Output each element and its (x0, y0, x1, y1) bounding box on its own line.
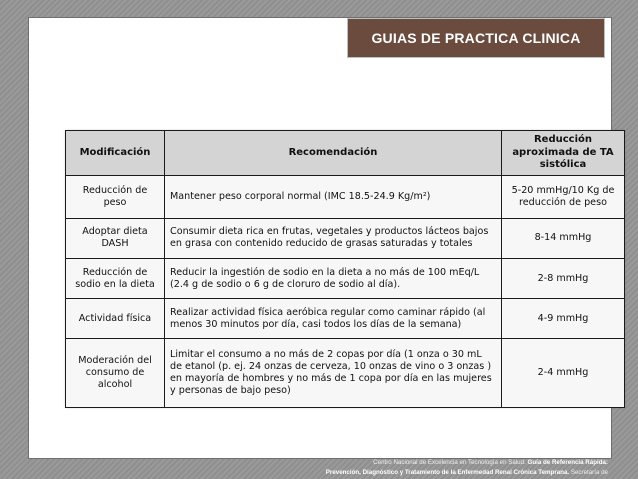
cell-recommendation: Limitar el consumo a no más de 2 copas por día (1 onza o 30 mL de etanol (p. ej. 24 onzas de cerveza, 10 onzas de vino o 3 onzas ) en mayoría de hombres y no más de 1 copa por día en las mujeres y personas de bajo peso) (165, 339, 502, 408)
source-line-2 (248, 468, 608, 478)
cell-modification: Reducción de peso (66, 176, 165, 218)
source-line-1 (248, 458, 608, 468)
source-citation (248, 458, 608, 478)
cell-recommendation: Reducir la ingestión de sodio en la dieta a no más de 100 mEq/L (2.4 g de sodio o 6 g de cloruro de sodio al día). (165, 258, 502, 298)
recommendations-table (65, 130, 625, 408)
table-row (66, 176, 625, 218)
cell-reduction: 2-8 mmHg (502, 258, 625, 298)
cell-reduction: 2-4 mmHg (502, 339, 625, 408)
cell-reduction: 5-20 mmHg/10 Kg de reducción de peso (502, 176, 625, 218)
table-header-row (66, 131, 625, 176)
table-row (66, 218, 625, 258)
table-row (66, 258, 625, 298)
cell-reduction: 4-9 mmHg (502, 299, 625, 339)
source-guide-title: Prevención, Diagnóstico y Tratamiento de la Enfermedad Renal Crónica Temprana. (325, 469, 570, 476)
source-publisher: Secretaría de (570, 469, 608, 476)
header-recommendation: Recomendación (165, 131, 502, 176)
table-row (66, 299, 625, 339)
source-prefix: Centro Nacional de Excelencia en Tecnología en Salud. (373, 459, 526, 466)
table (65, 130, 625, 408)
cell-recommendation: Realizar actividad física aeróbica regular como caminar rápido (al menos 30 minutos por día, casi todos los días de la semana) (165, 299, 502, 339)
cell-modification: Actividad física (66, 299, 165, 339)
table-row (66, 339, 625, 408)
cell-reduction: 8-14 mmHg (502, 218, 625, 258)
cell-recommendation: Mantener peso corporal normal (IMC 18.5-24.9 Kg/m²) (165, 176, 502, 218)
cell-modification: Moderación del consumo de alcohol (66, 339, 165, 408)
cell-recommendation: Consumir dieta rica en frutas, vegetales y productos lácteos bajos en grasa con contenido reducido de grasas saturadas y totales (165, 218, 502, 258)
slide-title: GUIAS DE PRACTICA CLINICA (347, 18, 605, 58)
cell-modification: Reducción de sodio en la dieta (66, 258, 165, 298)
header-modification: Modificación (66, 131, 165, 176)
source-guide-label: Guía de Referencia Rápida: (527, 459, 608, 466)
slide (28, 17, 615, 459)
header-reduction: Reducción aproximada de TA sistólica (502, 131, 625, 176)
cell-modification: Adoptar dieta DASH (66, 218, 165, 258)
